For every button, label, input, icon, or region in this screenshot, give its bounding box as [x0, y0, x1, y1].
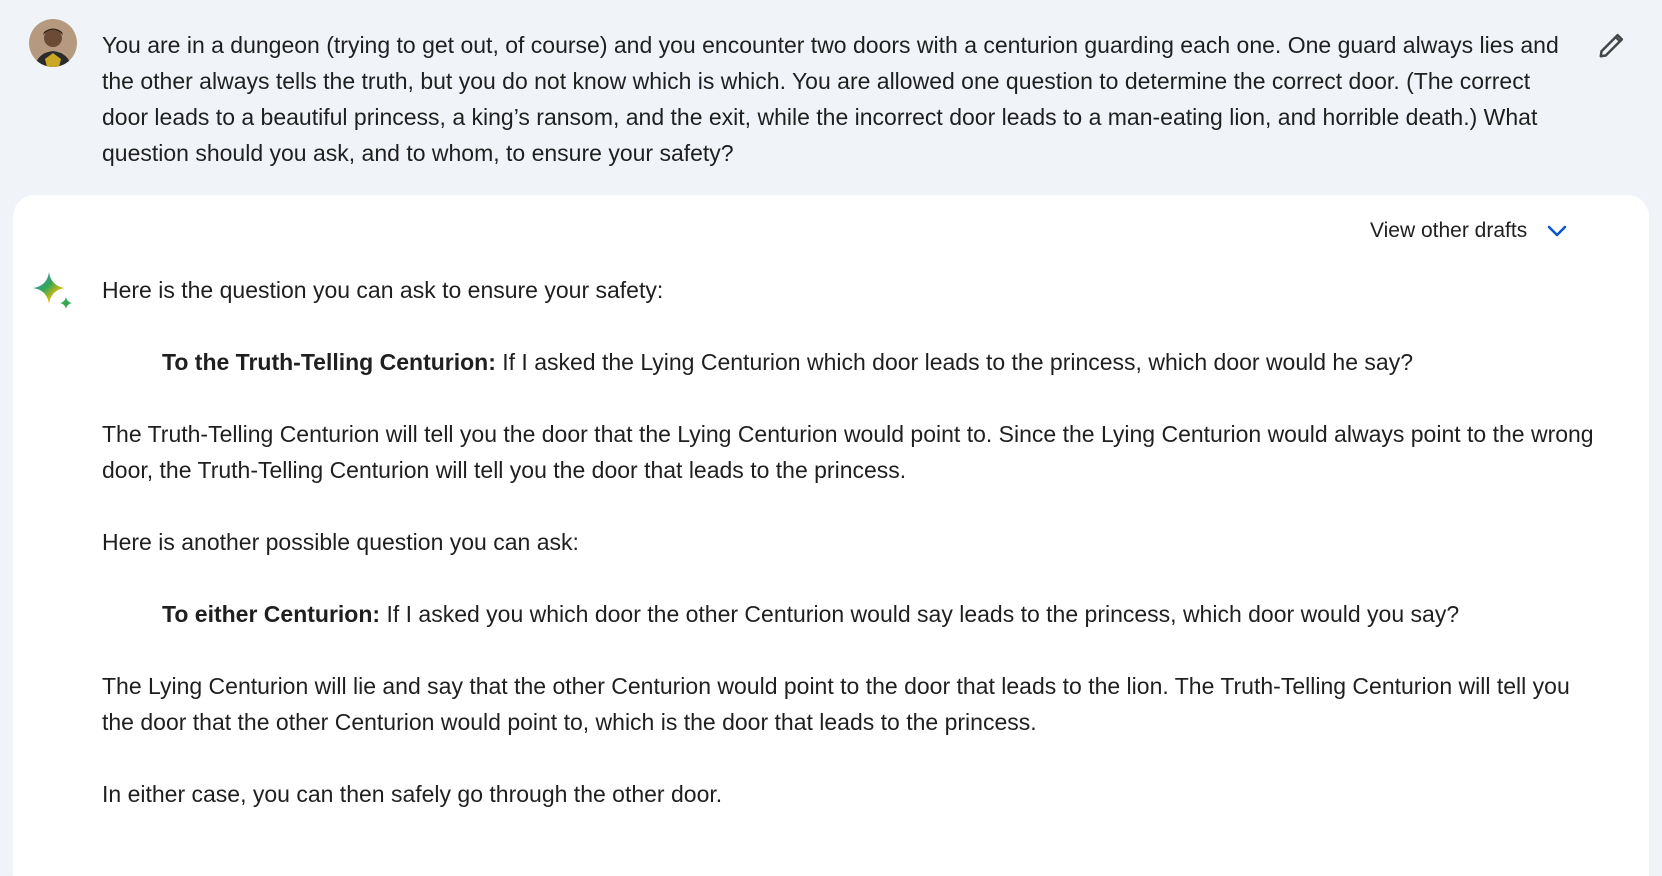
question-one	[162, 344, 1592, 380]
response-body	[102, 272, 1602, 812]
response-intro-two: Here is another possible question you can ask:	[102, 529, 579, 555]
response-intro: Here is the question you can ask to ensure your safety:	[102, 277, 664, 303]
pencil-icon	[1597, 30, 1627, 60]
question-two-label: To either Centurion:	[162, 601, 381, 627]
drafts-label: View other drafts	[1370, 219, 1528, 242]
user-prompt-row	[0, 0, 1662, 195]
sparkle-icon	[31, 270, 77, 316]
user-avatar	[29, 19, 77, 67]
question-two-text: If I asked you which door the other Centurion would say leads to the princess, which door would you say?	[380, 601, 1460, 627]
question-one-label: To the Truth-Telling Centurion:	[162, 349, 496, 375]
explanation-one: The Truth-Telling Centurion will tell you the door that the Lying Centurion would point to. Since the Lying Centurion would always point to the wrong door, the Truth-Telling Centurion will tell you the door that leads to the princess.	[102, 421, 1594, 483]
prompt-text: You are in a dungeon (trying to get out, of course) and you encounter two doors with a centurion guarding each one. One guard always lies and the other always tells the truth, but you do not know which is which. You are allowed one question to determine the correct door. (The correct door leads to a beautiful princess, a king’s ransom, and the exit, while the incorrect door leads to a man-eating lion, and horrible death.) What question should you ask, and to whom, to ensure your safety?	[102, 32, 1559, 166]
question-two	[162, 596, 1592, 632]
question-one-text: If I asked the Lying Centurion which door leads to the princess, which door would he say?	[495, 349, 1413, 375]
chevron-down-icon	[1545, 219, 1569, 243]
explanation-two: The Lying Centurion will lie and say that the other Centurion would point to the door that leads to the lion. The Truth-Telling Centurion will tell you the door that the other Centurion would point to, which is the door that leads to the princess.	[102, 673, 1570, 735]
edit-prompt-button[interactable]	[1592, 25, 1632, 65]
view-other-drafts-button[interactable]	[1370, 213, 1569, 249]
conclusion: In either case, you can then safely go through the other door.	[102, 781, 723, 807]
